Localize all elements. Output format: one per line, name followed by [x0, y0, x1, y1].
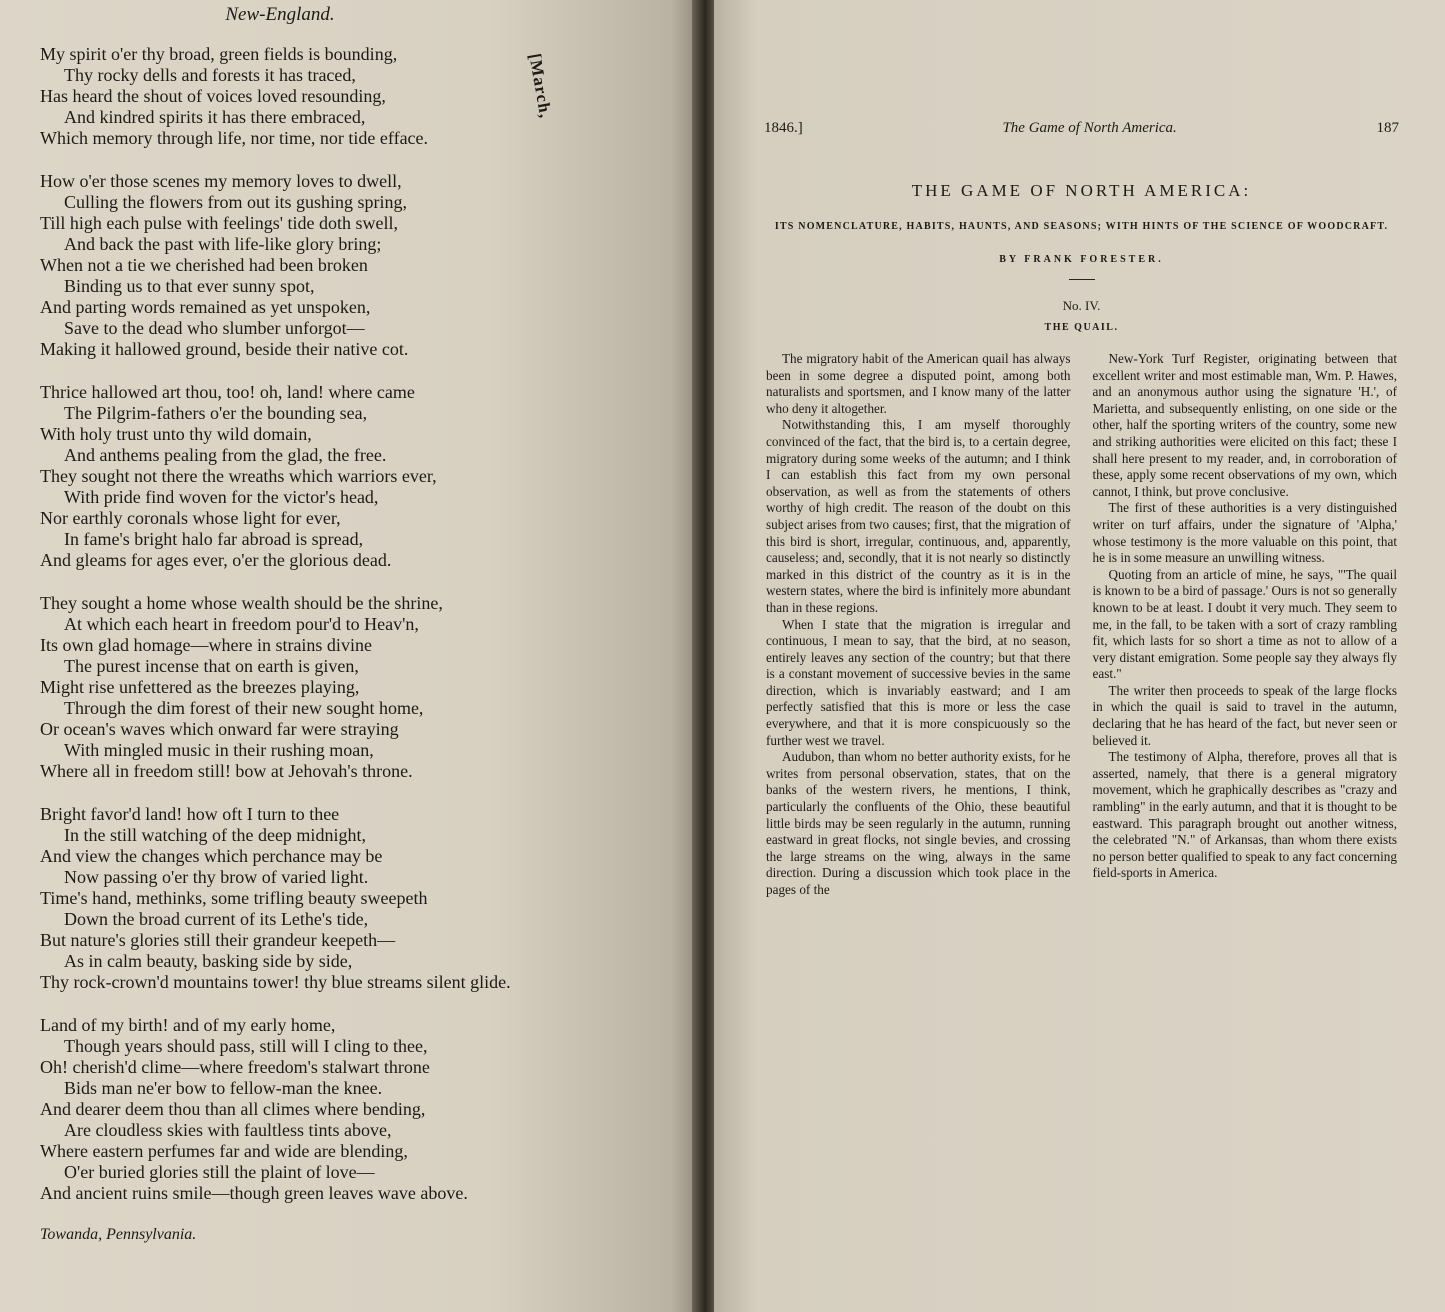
article-paragraph: The testimony of Alpha, therefore, proves all that is asserted, namely, that there is a general migratory movement, which he graphically describes as "crazy and rambling" in the early autumn, and that it is thought to be eastward. This paragraph brought out another witness, the celebrated "N." of Arkansas, than whom there exists no person better qualified to speak to any fact concerning field-sports in America.	[1092, 749, 1397, 881]
article-paragraph: The first of these authorities is a very distinguished writer on turf affairs, under the signature of 'Alpha,' whose testimony is the more valuable on this point, that he is in some measure an unwilling witness.	[1092, 500, 1397, 566]
running-head-year: 1846.]	[764, 120, 803, 136]
poem-line: With mingled music in their rushing moan,	[64, 740, 374, 760]
poem-line: Where eastern perfumes far and wide are blending,	[40, 1141, 408, 1161]
page-number: 187	[1376, 120, 1399, 136]
poem-stanza	[40, 44, 660, 149]
poem-line: Nor earthly coronals whose light for ever,	[40, 508, 341, 528]
poem-line: Now passing o'er thy brow of varied light.	[64, 867, 369, 887]
section-heading: THE QUAIL.	[1044, 322, 1119, 333]
poem-line: They sought a home whose wealth should be the shrine,	[40, 593, 443, 613]
poem-line: Till high each pulse with feelings' tide doth swell,	[40, 213, 399, 233]
poem-line: And gleams for ages ever, o'er the glorious dead.	[40, 550, 392, 570]
poem-line: And ancient ruins smile—though green leaves wave above.	[40, 1183, 468, 1203]
poem-line: Binding us to that ever sunny spot,	[64, 276, 315, 296]
poem-line: And anthems pealing from the glad, the free.	[64, 445, 387, 465]
article-paragraph: Quoting from an article of mine, he says, "'The quail is known to be a bird of passage.' Ours is not so generally known to be at least. I doubt it very much. They seem to me, in the fall, to be taken with a sort of crazy rambling fit, which lasts for so short a time as not to allow of a very distant emigration. Some people say they always fly east."	[1092, 566, 1397, 682]
poem-line: Time's hand, methinks, some trifling beauty sweepeth	[40, 888, 428, 908]
poem-line: As in calm beauty, basking side by side,	[64, 951, 353, 971]
poem-line: Bright favor'd land! how oft I turn to thee	[40, 804, 340, 824]
poem-line: Oh! cherish'd clime—where freedom's stalwart throne	[40, 1057, 430, 1077]
poem-line: Save to the dead who slumber unforgot—	[64, 318, 365, 338]
article-paragraph: The writer then proceeds to speak of the large flocks in which the quail is said to travel in the autumn, declaring that he has heard of the fact, but never seen or believed it.	[1092, 682, 1397, 748]
poem-line: Or ocean's waves which onward far were straying	[40, 719, 399, 739]
poem-stanza	[40, 593, 660, 782]
poem-line: Making it hallowed ground, beside their native cot.	[40, 339, 409, 359]
column-1	[766, 351, 1071, 899]
poem-stanza	[40, 1015, 660, 1204]
poem-line: Though years should pass, still will I cling to thee,	[64, 1036, 428, 1056]
title-rule	[1069, 279, 1095, 280]
poem-line: At which each heart in freedom pour'd to Heav'n,	[64, 614, 419, 634]
poem-line: And kindred spirits it has there embraced,	[64, 107, 366, 127]
article-subtitle: ITS NOMENCLATURE, HABITS, HAUNTS, AND SEASONS; WITH HINTS OF THE SCIENCE OF WOODCRAFT.	[774, 221, 1389, 232]
poem-line: And back the past with life-like glory bring;	[64, 234, 382, 254]
side-tab: [March,	[525, 52, 556, 121]
poem-line: And parting words remained as yet unspoken,	[40, 297, 371, 317]
article-paragraph: New-York Turf Register, originating between that excellent writer and most estimable man, Wm. P. Hawes, and an anonymous author using the signature 'H.', of Marietta, and subsequently enlisting, on one side or the other, half the sporting writers of the country, some new and striking authorities were elicited on this fact; these I shall here present to my reader, and, in corroboration of these, apply some recent observations of my own, which cannot, I think, but prove conclusive.	[1092, 351, 1397, 499]
poem-line: The Pilgrim-fathers o'er the bounding sea,	[64, 403, 368, 423]
right-page	[714, 0, 1445, 1312]
poem-line: Bids man ne'er bow to fellow-man the knee.	[64, 1078, 383, 1098]
article-paragraph: When I state that the migration is irregular and continuous, I mean to say, that the bird, at no season, entirely leaves any section of the country; but that there is a constant movement of successive bevies in the same direction, which is invariably eastward; and I am perfectly satisfied that this is more or less the case everywhere, and that it is more conspicuously so the further west we travel.	[766, 616, 1071, 748]
poem-line: Where all in freedom still! bow at Jehovah's throne.	[40, 761, 413, 781]
poem-line: Culling the flowers from out its gushing spring,	[64, 192, 407, 212]
poem-stanza	[40, 382, 660, 571]
poem-line: Land of my birth! and of my early home,	[40, 1015, 336, 1035]
article-body	[754, 351, 1409, 899]
poem-line: With holy trust unto thy wild domain,	[40, 424, 312, 444]
article-byline: BY FRANK FORESTER.	[999, 254, 1164, 265]
poem-stanza	[40, 804, 660, 993]
poem-line: Thy rocky dells and forests it has traced,	[64, 65, 356, 85]
poem-line: But nature's glories still their grandeur keepeth—	[40, 930, 396, 950]
poem	[40, 44, 660, 1204]
poem-line: And view the changes which perchance may be	[40, 846, 383, 866]
poem-line: Has heard the shout of voices loved resounding,	[40, 86, 386, 106]
poem-stanza	[40, 171, 660, 360]
poem-line: And dearer deem thou than all climes where bending,	[40, 1099, 426, 1119]
poem-place: Towanda, Pennsylvania.	[40, 1226, 197, 1243]
article-title: THE GAME OF NORTH AMERICA:	[911, 181, 1252, 200]
poem-line: O'er buried glories still the plaint of love—	[64, 1162, 375, 1182]
poem-line: Are cloudless skies with faultless tints above,	[64, 1120, 392, 1140]
left-running-head: New-England.	[225, 4, 335, 25]
poem-line: Which memory through life, nor time, nor tide efface.	[40, 128, 429, 148]
poem-line: They sought not there the wreaths which warriors ever,	[40, 466, 437, 486]
poem-line: Down the broad current of its Lethe's tide,	[64, 909, 369, 929]
poem-line: In fame's bright halo far abroad is spread,	[64, 529, 364, 549]
article-paragraph: Audubon, than whom no better authority exists, for he writes from personal observation, states, that on the banks of the western rivers, he mentions, I think, particularly the confluents of the Ohio, these beautiful little birds may be seen regularly in the autumn, running eastward in great flocks, not single bevies, and crossing the large streams on the wing, always in the same direction. During a discussion which took place in the pages of the	[766, 749, 1071, 897]
poem-line: Might rise unfettered as the breezes playing,	[40, 677, 360, 697]
poem-line: With pride find woven for the victor's head,	[64, 487, 379, 507]
poem-line: Through the dim forest of their new sought home,	[64, 698, 424, 718]
poem-line: When not a tie we cherished had been broken	[40, 255, 368, 275]
left-page	[0, 0, 700, 1312]
right-running-head	[754, 120, 1409, 137]
poem-line: Thrice hallowed art thou, too! oh, land! where came	[40, 382, 415, 402]
running-head-title: The Game of North America.	[1002, 120, 1177, 136]
article-paragraph: The migratory habit of the American quail has always been in some degree a disputed point, among both naturalists and sportsmen, and I know many of the latter who deny it altogether.	[766, 351, 1071, 416]
article-paragraph: Notwithstanding this, I am myself thoroughly convinced of the fact, that the bird is, to a certain degree, migratory during some weeks of the autumn; and I think I can establish this fact from my own personal observation, as well as from the statements of others worthy of high credit. The reason of the doubt on this subject arises from two causes; first, that the migration of this bird is short, irregular, continuous, and, apparently, causeless; and, secondly, that it is not nearly so distinctly marked in this district of the country as it is in the western states, where the bird is infinitely more abundant than in these regions.	[766, 417, 1071, 615]
poem-line: My spirit o'er thy broad, green fields is bounding,	[40, 44, 398, 64]
poem-line: In the still watching of the deep midnight,	[64, 825, 366, 845]
poem-line: How o'er those scenes my memory loves to dwell,	[40, 171, 402, 191]
poem-line: The purest incense that on earth is given,	[64, 656, 359, 676]
article-number: No. IV.	[1062, 298, 1101, 313]
column-2	[1093, 351, 1398, 899]
poem-line: Thy rock-crown'd mountains tower! thy blue streams silent glide.	[40, 972, 511, 992]
poem-line: Its own glad homage—where in strains divine	[40, 635, 372, 655]
